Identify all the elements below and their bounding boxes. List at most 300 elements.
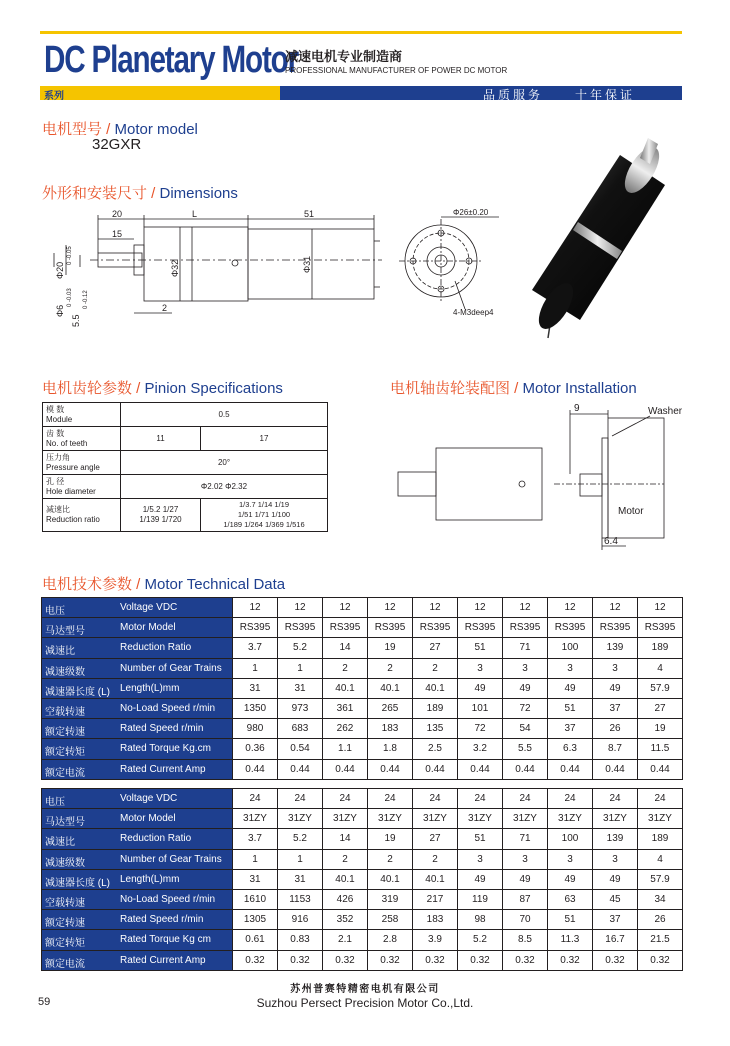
pinion-teeth-right: 17 xyxy=(201,427,328,451)
tech-cell: RS395 xyxy=(458,618,503,638)
tech-cell: 0.32 xyxy=(413,950,458,970)
tech-row xyxy=(42,598,683,618)
tech-cell: 12 xyxy=(323,598,368,618)
header-top-rule xyxy=(40,31,682,34)
tech-cell: 8.5 xyxy=(503,930,548,950)
slogan-quality: 品质服务 xyxy=(483,88,544,102)
tech-row-label-en: Voltage VDC xyxy=(120,793,178,804)
tech-row-header xyxy=(42,759,233,779)
tech-cell: 0.44 xyxy=(458,759,503,779)
tech-cell: 57.9 xyxy=(638,678,683,698)
tech-cell: 24 xyxy=(233,789,278,809)
series-band-yellow xyxy=(40,86,280,100)
tech-row xyxy=(42,719,683,739)
tech-cell: 2 xyxy=(413,849,458,869)
tech-row-label-en: Rated Torque Kg cm xyxy=(120,934,211,946)
tech-cell: 27 xyxy=(413,829,458,849)
tech-cell: 31 xyxy=(233,869,278,889)
tech-row-label-cn: 电压 xyxy=(45,797,65,808)
tech-cell: 1.8 xyxy=(368,739,413,759)
tech-row-label-cn: 额定转速 xyxy=(45,727,85,739)
tech-cell: RS395 xyxy=(233,618,278,638)
tech-row-label-en: Length(L)mm xyxy=(120,682,180,694)
tech-row-header xyxy=(42,829,233,849)
tech-cell: 4 xyxy=(638,658,683,678)
tech-cell: 24 xyxy=(323,789,368,809)
tech-cell: RS395 xyxy=(638,618,683,638)
tech-row-label-cn: 减速比 xyxy=(45,837,75,849)
tech-cell: RS395 xyxy=(503,618,548,638)
tech-cell: 71 xyxy=(503,829,548,849)
tech-row-header xyxy=(42,869,233,889)
tech-cell: 135 xyxy=(413,719,458,739)
tech-row-header xyxy=(42,950,233,970)
motor-photo xyxy=(520,130,690,345)
tech-cell: 217 xyxy=(413,889,458,909)
tech-cell: 31ZY xyxy=(638,809,683,829)
tech-row-label-cn: 减速级数 xyxy=(45,857,85,869)
pinion-ratio-right-3: 1/189 1/264 1/369 1/516 xyxy=(223,520,305,529)
dimensions-title-en: Dimensions xyxy=(159,185,238,202)
tech-cell: 0.44 xyxy=(413,759,458,779)
dim-label-51: 51 xyxy=(304,209,315,219)
tech-row-label-cn: 空载转速 xyxy=(45,897,85,909)
tech-cell: 24 xyxy=(548,789,593,809)
pinion-ratio-en: Reduction ratio xyxy=(46,515,100,524)
tech-cell: 40.1 xyxy=(368,678,413,698)
pinion-angle-en: Pressure angle xyxy=(46,462,100,472)
tech-cell: 72 xyxy=(458,719,503,739)
tech-cell: RS395 xyxy=(368,618,413,638)
brand-subtitle-en: PROFESSIONAL MANUFACTURER OF POWER DC MOTOR xyxy=(285,66,508,75)
tech-cell: 5.5 xyxy=(503,739,548,759)
tech-cell: 51 xyxy=(548,910,593,930)
tech-cell: 352 xyxy=(323,910,368,930)
install-motor xyxy=(608,418,664,538)
tech-cell: 49 xyxy=(593,678,638,698)
tech-cell: 2 xyxy=(323,658,368,678)
tech-cell: 37 xyxy=(593,910,638,930)
tech-row xyxy=(42,910,683,930)
tech-cell: 0.32 xyxy=(368,950,413,970)
tech-cell: 63 xyxy=(548,889,593,909)
tech-row-label-cn: 额定转速 xyxy=(45,918,85,930)
install-shaft xyxy=(398,472,436,496)
tech-row xyxy=(42,789,683,809)
shaft-outline xyxy=(98,253,142,267)
front-view-drawing xyxy=(395,205,505,325)
tech-cell: 683 xyxy=(278,719,323,739)
tech-cell: 49 xyxy=(593,869,638,889)
tech-cell: 49 xyxy=(548,869,593,889)
pinion-title-en: Pinion Specifications xyxy=(144,380,283,397)
pinion-label-teeth xyxy=(43,427,121,451)
tech-row-header xyxy=(42,678,233,698)
pinion-label-ratio xyxy=(43,499,121,532)
tech-cell: 49 xyxy=(458,678,503,698)
install-label-64: 6.4 xyxy=(604,536,618,547)
page-number: 59 xyxy=(38,996,51,1008)
tech-cell: 31ZY xyxy=(503,809,548,829)
pinion-ratio-right-1: 1/3.7 1/14 1/19 xyxy=(238,500,290,509)
tech-cell: 31 xyxy=(278,869,323,889)
tech-cell: 1350 xyxy=(233,698,278,718)
tech-cell: 426 xyxy=(323,889,368,909)
pinion-label-module xyxy=(43,403,121,427)
dim-label-2: 2 xyxy=(162,303,168,313)
tech-cell: RS395 xyxy=(548,618,593,638)
tech-cell: 27 xyxy=(413,638,458,658)
dim-label-dia20: Φ20 xyxy=(55,261,65,279)
tech-row-label-en: Reduction Ratio xyxy=(120,833,192,845)
tech-cell: 12 xyxy=(503,598,548,618)
tech-cell: 40.1 xyxy=(323,678,368,698)
tech-cell: 0.44 xyxy=(638,759,683,779)
tech-cell: 49 xyxy=(503,869,548,889)
tech-cell: 5.2 xyxy=(278,829,323,849)
tech-row-label-en: Voltage VDC xyxy=(120,602,178,613)
pinion-hole-value: Φ2.02 Φ2.32 xyxy=(121,475,328,499)
tech-cell: 11.3 xyxy=(548,930,593,950)
footer-company-en: Suzhou Persect Precision Motor Co.,Ltd. xyxy=(256,996,474,1010)
tech-cell: 2.5 xyxy=(413,739,458,759)
tech-row-label-cn: 减速器长度 (L) xyxy=(45,686,110,698)
tech-cell: 12 xyxy=(368,598,413,618)
tech-cell: 0.36 xyxy=(233,739,278,759)
installation-title-cn: 电机轴齿轮装配图 / xyxy=(390,380,523,397)
tech-cell: 26 xyxy=(638,910,683,930)
tech-row-header xyxy=(42,789,233,809)
tech-cell: 3 xyxy=(593,849,638,869)
tech-cell: 40.1 xyxy=(323,869,368,889)
tech-row xyxy=(42,829,683,849)
pinion-module-cn: 模 数 xyxy=(46,404,65,414)
tech-cell: 21.5 xyxy=(638,930,683,950)
tech-row-label-en: Motor Model xyxy=(120,622,176,634)
pinion-ratio-left xyxy=(121,499,201,532)
tech-row-header xyxy=(42,739,233,759)
tech-cell: 31ZY xyxy=(323,809,368,829)
tech-row-header xyxy=(42,698,233,718)
tech-cell: 40.1 xyxy=(413,869,458,889)
install-gearbox xyxy=(436,448,542,520)
tech-cell: 1 xyxy=(278,658,323,678)
tech-row-header xyxy=(42,889,233,909)
model-name: 32GXR xyxy=(92,136,142,153)
tech-row-header xyxy=(42,809,233,829)
install-washer xyxy=(602,438,608,538)
tech-cell: 3.7 xyxy=(233,829,278,849)
tech-cell: 51 xyxy=(458,638,503,658)
tech-cell: 361 xyxy=(323,698,368,718)
tech-cell: 19 xyxy=(368,829,413,849)
pinion-module-value: 0.5 xyxy=(121,403,328,427)
tech-cell: 31ZY xyxy=(593,809,638,829)
tech-cell: 2 xyxy=(413,658,458,678)
dim-label-55-tol: 0 -0.12 xyxy=(83,290,89,309)
pinion-ratio-left-2: 1/139 1/720 xyxy=(139,515,182,524)
tech-row-label-en: Number of Gear Trains xyxy=(120,662,222,674)
tech-cell: 139 xyxy=(593,829,638,849)
tech-cell: 1 xyxy=(233,658,278,678)
tech-cell: 1153 xyxy=(278,889,323,909)
tech-cell: 0.32 xyxy=(503,950,548,970)
tech-cell: RS395 xyxy=(593,618,638,638)
tech-cell: 11.5 xyxy=(638,739,683,759)
pinion-teeth-cn: 齿 数 xyxy=(46,428,65,438)
dim-label-dia26: Φ26±0.20 xyxy=(453,208,489,217)
tech-row-header xyxy=(42,930,233,950)
tech-cell: 12 xyxy=(458,598,503,618)
tech-cell: 262 xyxy=(323,719,368,739)
tech-cell: 40.1 xyxy=(413,678,458,698)
dimensions-section-title xyxy=(42,182,238,203)
dim-label-dia6: Φ6 xyxy=(55,304,65,317)
tech-cell: 31 xyxy=(278,678,323,698)
dim-label-holes: 4-M3deep4 xyxy=(453,308,494,317)
pinion-ratio-left-1: 1/5.2 1/27 xyxy=(142,505,179,514)
slogan-warranty: 十年保证 xyxy=(575,88,636,102)
install-leader-washer xyxy=(612,416,650,436)
tech-row xyxy=(42,658,683,678)
tech-cell: 101 xyxy=(458,698,503,718)
tech-row xyxy=(42,809,683,829)
tech-row xyxy=(42,869,683,889)
tech-cell: 0.32 xyxy=(638,950,683,970)
tech-cell: 980 xyxy=(233,719,278,739)
tech-cell: 71 xyxy=(503,638,548,658)
tech-cell: 3.9 xyxy=(413,930,458,950)
tech-cell: 12 xyxy=(593,598,638,618)
tech-row-label-cn: 额定电流 xyxy=(45,767,85,779)
tech-row-label-en: No-Load Speed r/min xyxy=(120,893,216,905)
tech-cell: 189 xyxy=(638,638,683,658)
pinion-row-angle xyxy=(43,451,328,475)
tech-row-label-en: Rated Torque Kg.cm xyxy=(120,743,211,755)
tech-cell: 1 xyxy=(233,849,278,869)
tech-cell: 0.32 xyxy=(323,950,368,970)
model-title-cn: 电机型号 / xyxy=(42,121,115,138)
tech-cell: 14 xyxy=(323,638,368,658)
pinion-label-hole xyxy=(43,475,121,499)
pinion-ratio-cn: 减速比 xyxy=(46,505,70,514)
tech-cell: 31ZY xyxy=(278,809,323,829)
tech-cell: 31 xyxy=(233,678,278,698)
tech-cell: 87 xyxy=(503,889,548,909)
tech-row-label-en: Rated Current Amp xyxy=(120,763,206,775)
tech-row-label-cn: 额定转矩 xyxy=(45,938,85,950)
tech-row-header xyxy=(42,638,233,658)
pinion-row-module xyxy=(43,403,328,427)
tech-row-header xyxy=(42,598,233,618)
tech-cell: 139 xyxy=(593,638,638,658)
dim-label-L: L xyxy=(192,209,198,219)
tech-cell: RS395 xyxy=(323,618,368,638)
tech-cell: 12 xyxy=(638,598,683,618)
tech-row-header xyxy=(42,658,233,678)
tech-cell: 319 xyxy=(368,889,413,909)
tech-cell: 973 xyxy=(278,698,323,718)
tech-row-label-cn: 减速级数 xyxy=(45,666,85,678)
tech-cell: 5.2 xyxy=(278,638,323,658)
tech-cell: 100 xyxy=(548,829,593,849)
tech-row-label-en: Rated Speed r/min xyxy=(120,914,204,926)
tech-cell: 57.9 xyxy=(638,869,683,889)
tech-cell: 49 xyxy=(503,678,548,698)
tech-cell: 2 xyxy=(323,849,368,869)
tech-cell: 12 xyxy=(548,598,593,618)
footer-company-cn: 苏州普赛特精密电机有限公司 xyxy=(290,984,440,995)
tech-cell: 100 xyxy=(548,638,593,658)
dim-label-55: 5.5 xyxy=(71,314,81,327)
pinion-hole-cn: 孔 径 xyxy=(46,476,65,486)
tech-row-header xyxy=(42,849,233,869)
tech-cell: 0.32 xyxy=(278,950,323,970)
dimensions-title-cn: 外形和安装尺寸 / xyxy=(42,185,160,202)
tech-cell: 916 xyxy=(278,910,323,930)
dim-label-dia6-tol: 0 -0.03 xyxy=(67,288,73,307)
tech-cell: 0.54 xyxy=(278,739,323,759)
tech-cell: 54 xyxy=(503,719,548,739)
tech-section-title xyxy=(42,573,285,594)
install-label-9: 9 xyxy=(574,403,580,414)
tech-cell: 24 xyxy=(593,789,638,809)
pinion-teeth-left: 11 xyxy=(121,427,201,451)
tech-row xyxy=(42,759,683,779)
tech-cell: 72 xyxy=(503,698,548,718)
tech-table-24v xyxy=(41,788,683,971)
tech-row-label-cn: 额定电流 xyxy=(45,958,85,970)
pinion-row-ratio xyxy=(43,499,328,532)
tech-cell: 2 xyxy=(368,658,413,678)
dim-label-dia31: Φ31 xyxy=(302,255,312,273)
tech-cell: 3 xyxy=(503,849,548,869)
tech-cell: 1.1 xyxy=(323,739,368,759)
tech-cell: 8.7 xyxy=(593,739,638,759)
pinion-hole-en: Hole diameter xyxy=(46,486,96,496)
installation-title-en: Motor Installation xyxy=(522,380,637,397)
tech-cell: 45 xyxy=(593,889,638,909)
tech-row xyxy=(42,678,683,698)
tech-row xyxy=(42,950,683,970)
tech-cell: 3 xyxy=(503,658,548,678)
tech-cell: 1610 xyxy=(233,889,278,909)
tech-cell: 24 xyxy=(413,789,458,809)
dim-label-dia32: Φ32 xyxy=(170,259,180,277)
tech-cell: 31ZY xyxy=(548,809,593,829)
tech-title-cn: 电机技术参数 / xyxy=(42,576,145,593)
tech-cell: 0.32 xyxy=(233,950,278,970)
tech-cell: 0.32 xyxy=(458,950,503,970)
tech-cell: 31ZY xyxy=(458,809,503,829)
tech-cell: 34 xyxy=(638,889,683,909)
tech-cell: 4 xyxy=(638,849,683,869)
tech-cell: 5.2 xyxy=(458,930,503,950)
pinion-title-cn: 电机齿轮参数 / xyxy=(42,380,145,397)
tech-cell: 27 xyxy=(638,698,683,718)
tech-cell: 1 xyxy=(278,849,323,869)
pinion-section-title xyxy=(42,377,283,398)
install-label-motor: Motor xyxy=(618,506,644,517)
leader-holes xyxy=(455,281,465,309)
tech-cell: 37 xyxy=(548,719,593,739)
tech-row-label-cn: 减速比 xyxy=(45,646,75,658)
tech-cell: 70 xyxy=(503,910,548,930)
model-title-en: Motor model xyxy=(114,121,198,138)
tech-cell: 51 xyxy=(548,698,593,718)
tech-row-label-cn: 马达型号 xyxy=(45,626,85,638)
tech-row-header xyxy=(42,618,233,638)
tech-cell: 31ZY xyxy=(233,809,278,829)
tech-cell: 1305 xyxy=(233,910,278,930)
tech-cell: 16.7 xyxy=(593,930,638,950)
tech-cell: 2.1 xyxy=(323,930,368,950)
install-screw xyxy=(519,481,525,487)
pinion-label-angle xyxy=(43,451,121,475)
tech-cell: 3.7 xyxy=(233,638,278,658)
tech-cell: 31ZY xyxy=(368,809,413,829)
tech-row-label-cn: 电压 xyxy=(45,606,65,617)
tech-row xyxy=(42,698,683,718)
tech-cell: 12 xyxy=(413,598,458,618)
pinion-teeth-en: No. of teeth xyxy=(46,438,88,448)
tech-row xyxy=(42,930,683,950)
tech-cell: 189 xyxy=(413,698,458,718)
pinion-ratio-right-2: 1/51 1/71 1/100 xyxy=(237,510,291,519)
series-band xyxy=(40,86,682,100)
tech-cell: 12 xyxy=(233,598,278,618)
pinion-ratio-right xyxy=(201,499,328,532)
pinion-row-teeth xyxy=(43,427,328,451)
dim-label-dia20-tol: 0 -0.05 xyxy=(67,246,73,265)
tech-cell: 183 xyxy=(368,719,413,739)
tech-cell: 98 xyxy=(458,910,503,930)
tech-cell: 40.1 xyxy=(368,869,413,889)
tech-cell: 3 xyxy=(458,658,503,678)
brand-subtitle-cn: 减速电机专业制造商 xyxy=(285,49,403,64)
tech-cell: 26 xyxy=(593,719,638,739)
tech-cell: 3 xyxy=(548,849,593,869)
tech-title-en: Motor Technical Data xyxy=(144,576,286,593)
tech-row-label-en: Number of Gear Trains xyxy=(120,853,222,865)
tech-cell: 0.44 xyxy=(548,759,593,779)
tech-row xyxy=(42,638,683,658)
tech-row xyxy=(42,739,683,759)
tech-row-label-en: Rated Current Amp xyxy=(120,954,206,966)
tech-cell: 19 xyxy=(368,638,413,658)
series-label: 系列 xyxy=(44,91,64,102)
tech-row xyxy=(42,618,683,638)
brand-title: DC Planetary Motor xyxy=(44,39,298,81)
tech-cell: 189 xyxy=(638,829,683,849)
tech-row-label-cn: 额定转矩 xyxy=(45,747,85,759)
pinion-table xyxy=(42,402,328,532)
tech-cell: 24 xyxy=(278,789,323,809)
tech-cell: 0.44 xyxy=(233,759,278,779)
tech-cell: RS395 xyxy=(413,618,458,638)
tech-cell: 0.44 xyxy=(323,759,368,779)
tech-row-label-en: No-Load Speed r/min xyxy=(120,702,216,714)
tech-cell: 31ZY xyxy=(413,809,458,829)
tech-cell: 0.83 xyxy=(278,930,323,950)
install-label-washer: Washer xyxy=(648,406,683,417)
installation-section-title xyxy=(390,377,637,398)
tech-row xyxy=(42,849,683,869)
pinion-row-hole xyxy=(43,475,328,499)
tech-cell: 0.32 xyxy=(548,950,593,970)
tech-cell: 12 xyxy=(278,598,323,618)
tech-row-label-cn: 空载转速 xyxy=(45,706,85,718)
